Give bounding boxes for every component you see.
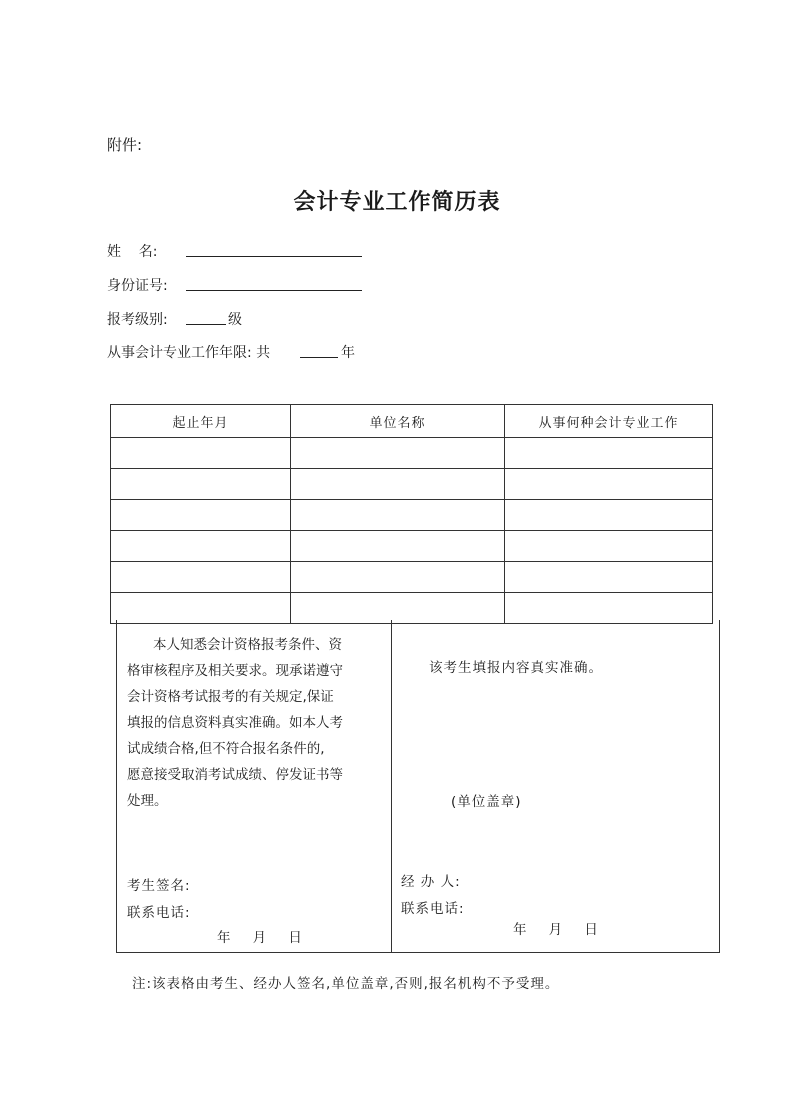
name-label: 姓 名:: [107, 244, 158, 260]
handler-label[interactable]: 经 办 人:: [401, 874, 461, 890]
table-header-row: [111, 405, 713, 438]
table-cell[interactable]: [291, 562, 505, 593]
pledge-text: [127, 632, 389, 814]
years-label: 从事会计专业工作年限: 共: [107, 345, 271, 361]
table-cell[interactable]: [111, 469, 291, 500]
table-cell[interactable]: [291, 438, 505, 469]
table-cell[interactable]: [291, 469, 505, 500]
table-row: [111, 531, 713, 562]
employer-date[interactable]: 年 月 日: [513, 922, 599, 938]
pledge-line: 会计资格考试报考的有关规定,保证: [127, 689, 334, 705]
table-cell[interactable]: [111, 562, 291, 593]
name-field-line[interactable]: [186, 256, 362, 257]
years-field-line[interactable]: [300, 357, 338, 358]
id-label: 身份证号:: [107, 278, 168, 294]
work-history-table: [110, 404, 713, 624]
attachment-label: 附件:: [107, 136, 143, 154]
level-suffix: 级: [228, 312, 242, 328]
table-cell[interactable]: [291, 593, 505, 624]
table-cell[interactable]: [111, 500, 291, 531]
table-cell[interactable]: [111, 531, 291, 562]
years-suffix: 年: [341, 345, 355, 361]
column-header-employer: 单位名称: [291, 405, 505, 438]
table-cell[interactable]: [505, 531, 713, 562]
pledge-line: 试成绩合格,但不符合报名条件的,: [127, 741, 325, 757]
column-header-period: 起止年月: [111, 405, 291, 438]
candidate-pledge-box: [116, 620, 392, 953]
table-cell[interactable]: [505, 593, 713, 624]
page-title: 会计专业工作简历表: [293, 189, 501, 215]
column-header-work-type: 从事何种会计专业工作: [505, 405, 713, 438]
pledge-line: 愿意接受取消考试成绩、停发证书等: [127, 767, 343, 783]
table-row: [111, 562, 713, 593]
table-row: [111, 438, 713, 469]
table-cell[interactable]: [291, 531, 505, 562]
footer-note: 注:该表格由考生、经办人签名,单位盖章,否则,报名机构不予受理。: [132, 976, 560, 992]
candidate-phone-label[interactable]: 联系电话:: [127, 905, 191, 921]
id-field-line[interactable]: [186, 290, 362, 291]
table-row: [111, 500, 713, 531]
table-cell[interactable]: [505, 469, 713, 500]
pledge-line: 填报的信息资料真实准确。如本人考: [127, 715, 343, 731]
table-cell[interactable]: [111, 438, 291, 469]
pledge-line: 格审核程序及相关要求。现承诺遵守: [127, 663, 343, 679]
table-row: [111, 593, 713, 624]
employer-phone-label[interactable]: 联系电话:: [401, 901, 465, 917]
table-cell[interactable]: [505, 500, 713, 531]
table-cell[interactable]: [505, 438, 713, 469]
table-cell[interactable]: [505, 562, 713, 593]
table-cell[interactable]: [291, 500, 505, 531]
pledge-line: 本人知悉会计资格报考条件、资: [153, 637, 342, 653]
employer-confirmation-text: 该考生填报内容真实准确。: [429, 660, 603, 676]
table-cell[interactable]: [111, 593, 291, 624]
employer-seal-label: (单位盖章): [451, 794, 522, 810]
candidate-signature-label[interactable]: 考生签名:: [127, 878, 191, 894]
level-label: 报考级别:: [107, 312, 168, 328]
employer-confirmation-box: [391, 620, 720, 953]
candidate-date[interactable]: 年 月 日: [217, 930, 303, 946]
table-row: [111, 469, 713, 500]
level-field-line[interactable]: [186, 324, 226, 325]
pledge-line: 处理。: [127, 793, 168, 809]
